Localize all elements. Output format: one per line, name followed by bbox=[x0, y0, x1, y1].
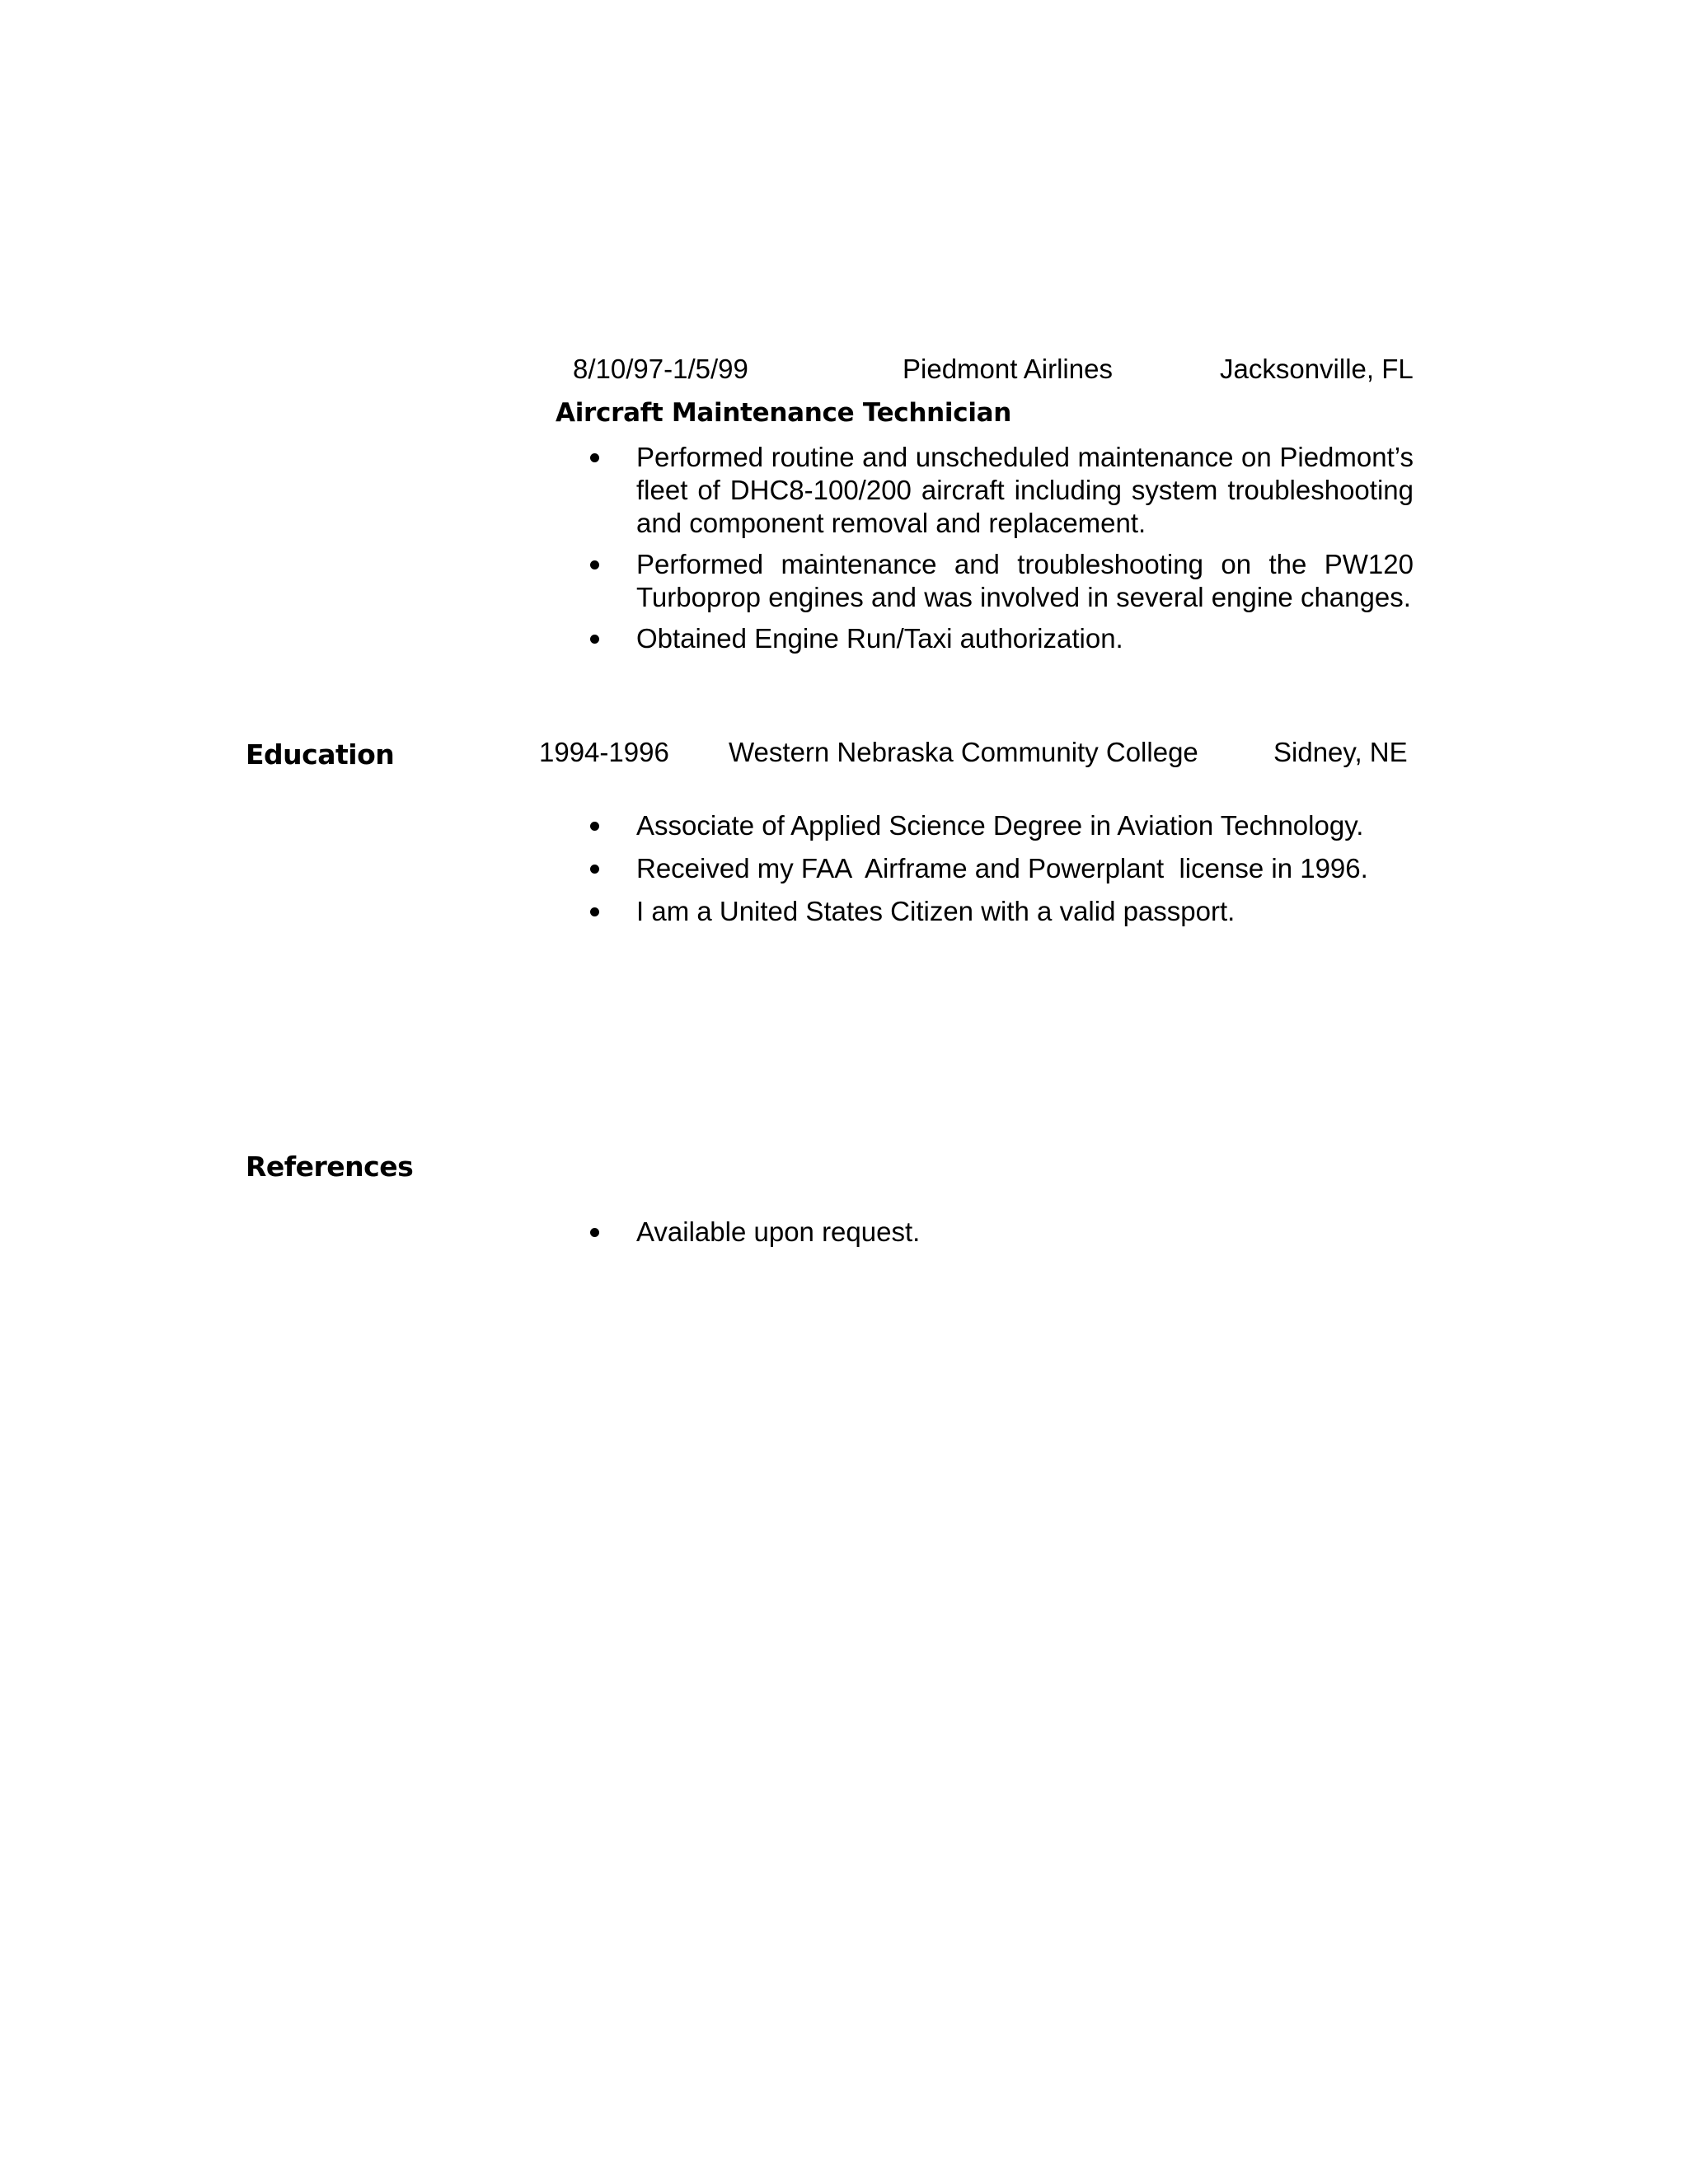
bullet-text: I am a United States Citizen with a valid passport. bbox=[636, 896, 1236, 926]
bullet-text: Performed routine and unscheduled maintenance on Piedmont’s fleet of DHC8-100/200 aircraft including system troubleshooting and component removal and replacement. bbox=[636, 442, 1414, 538]
bullet-text: Performed maintenance and troubleshooting on the PW120 Turboprop engines and was involved in several engine changes. bbox=[636, 549, 1414, 612]
bullet-text: Obtained Engine Run/Taxi authorization. bbox=[636, 623, 1123, 654]
list-item bbox=[585, 852, 1414, 885]
job-title: Aircraft Maintenance Technician bbox=[556, 398, 1012, 428]
references-bullet-list bbox=[585, 1216, 1414, 1249]
bullet-text: Received my FAA Airframe and Powerplant license in 1996. bbox=[636, 853, 1368, 883]
experience-location: Jacksonville, FL bbox=[1220, 354, 1414, 384]
education-location: Sidney, NE bbox=[1273, 737, 1408, 767]
education-bullet-list bbox=[585, 809, 1414, 928]
list-item bbox=[585, 1216, 1414, 1249]
bullet-text: Associate of Applied Science Degree in Aviation Technology. bbox=[636, 810, 1364, 841]
bullet-icon bbox=[590, 453, 599, 462]
experience-dates: 8/10/97-1/5/99 bbox=[573, 354, 748, 384]
experience-employer: Piedmont Airlines bbox=[903, 354, 1113, 384]
list-item bbox=[585, 441, 1414, 540]
list-item bbox=[585, 895, 1414, 928]
bullet-icon bbox=[590, 822, 599, 831]
bullet-icon bbox=[590, 635, 599, 644]
list-item bbox=[585, 622, 1414, 655]
bullet-icon bbox=[590, 865, 599, 874]
list-item bbox=[585, 548, 1414, 614]
education-years: 1994-1996 bbox=[539, 737, 669, 767]
bullet-icon bbox=[590, 1228, 599, 1237]
education-school: Western Nebraska Community College bbox=[729, 737, 1198, 767]
section-label-references: References bbox=[246, 1151, 414, 1183]
list-item bbox=[585, 809, 1414, 842]
bullet-text: Available upon request. bbox=[636, 1216, 921, 1247]
experience-bullet-list bbox=[585, 441, 1414, 655]
bullet-icon bbox=[590, 560, 599, 569]
bullet-icon bbox=[590, 907, 599, 916]
section-label-education: Education bbox=[246, 738, 395, 771]
